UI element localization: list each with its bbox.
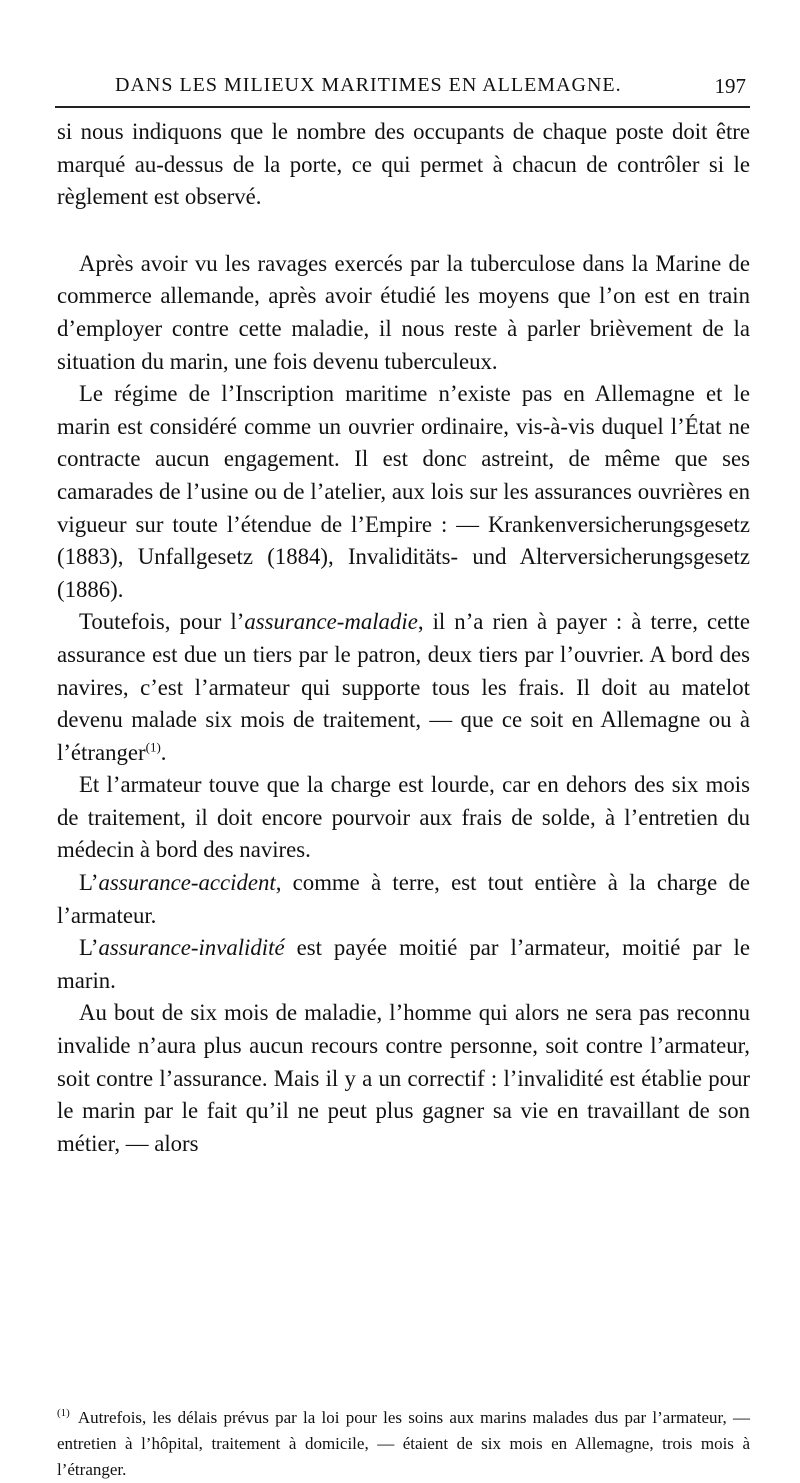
p4-text-start: Toutefois, pour l’	[79, 609, 245, 635]
running-title: DANS LES MILIEUX MARITIMES EN ALLEMAGNE.	[115, 74, 622, 96]
footnote-marker: (1)	[57, 1407, 70, 1420]
paragraph-8: Au bout de six mois de maladie, l’homme qui alors ne sera pas reconnu invalide n’aura plus aucun recours contre personne, soit contre l’armateur, soit contre l’assurance. Mais il y a un correctif : l’invalidité est établie pour le marin par le fait qu’il ne peut plus gagner sa vie en travaillant de son métier, — alors	[57, 1000, 750, 1156]
page-header	[55, 72, 750, 108]
p7-text-start: L’	[79, 935, 99, 961]
p6-text-start: L’	[79, 870, 99, 896]
term-assurance-maladie: assurance-maladie	[244, 609, 418, 635]
p7-text-main: est payée moitié par l’armateur, moitié par le marin.	[57, 935, 750, 993]
term-assurance-accident: assurance-accident	[98, 870, 276, 896]
paragraph-5: Et l’armateur touve que la charge est lourde, car en dehors des six mois de traitement, il doit encore pourvoir aux frais de solde, à l’entretien du médecin à bord des navires.	[57, 772, 750, 863]
section-break	[57, 214, 750, 248]
paragraph-7	[57, 932, 750, 997]
paragraph-4	[57, 606, 750, 769]
term-assurance-invalidite: assurance-invalidité	[98, 935, 285, 961]
p4-text-end: .	[160, 739, 167, 765]
footnote-reference[interactable]: (1)	[145, 739, 161, 755]
page-number: 197	[714, 74, 746, 98]
paragraph-1: si nous indiquons que le nombre des occupants de chaque poste doit être marqué au-dessus de la porte, ce qui permet à chacun de contrôler si le règlement est observé.	[57, 119, 750, 210]
footnote-text: Autrefois, les délais prévus par la loi pour les soins aux marins malades dus par l’armateur, — entretien à l’hôpital, traitement à domicile, — étaient de six mois en Allemagne, trois mois à l’étranger.	[57, 1408, 750, 1479]
p4-text-main: , il n’a rien à payer : à terre, cette assurance est due un tiers par le patron, deux tiers par l’ouvrier. A bord des navires, c’est l’armateur qui supporte tous les frais. Il doit au matelot devenu malade six mois de traitement, — que ce soit en Allemagne ou à l’étranger	[57, 609, 750, 765]
p6-text-main: , comme à terre, est tout entière à la charge de l’armateur.	[57, 870, 750, 928]
paragraph-2: Après avoir vu les ravages exercés par la tuberculose dans la Marine de commerce allemande, après avoir étudié les moyens que l’on est en train d’employer contre cette maladie, il nous reste à parler brièvement de la situation du marin, une fois devenu tuberculeux.	[57, 250, 750, 374]
paragraph-6	[57, 867, 750, 932]
body-text	[57, 116, 750, 1160]
paragraph-3: Le régime de l’Inscription maritime n’existe pas en Allemagne et le marin est considéré comme un ouvrier ordinaire, vis-à-vis duquel l’État ne contracte aucun engagement. Il est donc astreint, de même que ses camarades de l’usine ou de l’atelier, aux lois sur les assurances ouvrières en vigueur sur toute l’étendue de l’Empire : — Krankenversicherungsgesetz (1883), Unfallgesetz (1884), Invaliditäts- und Alterversicherungsgesetz (1886).	[57, 381, 750, 602]
footnote	[57, 1405, 750, 1483]
